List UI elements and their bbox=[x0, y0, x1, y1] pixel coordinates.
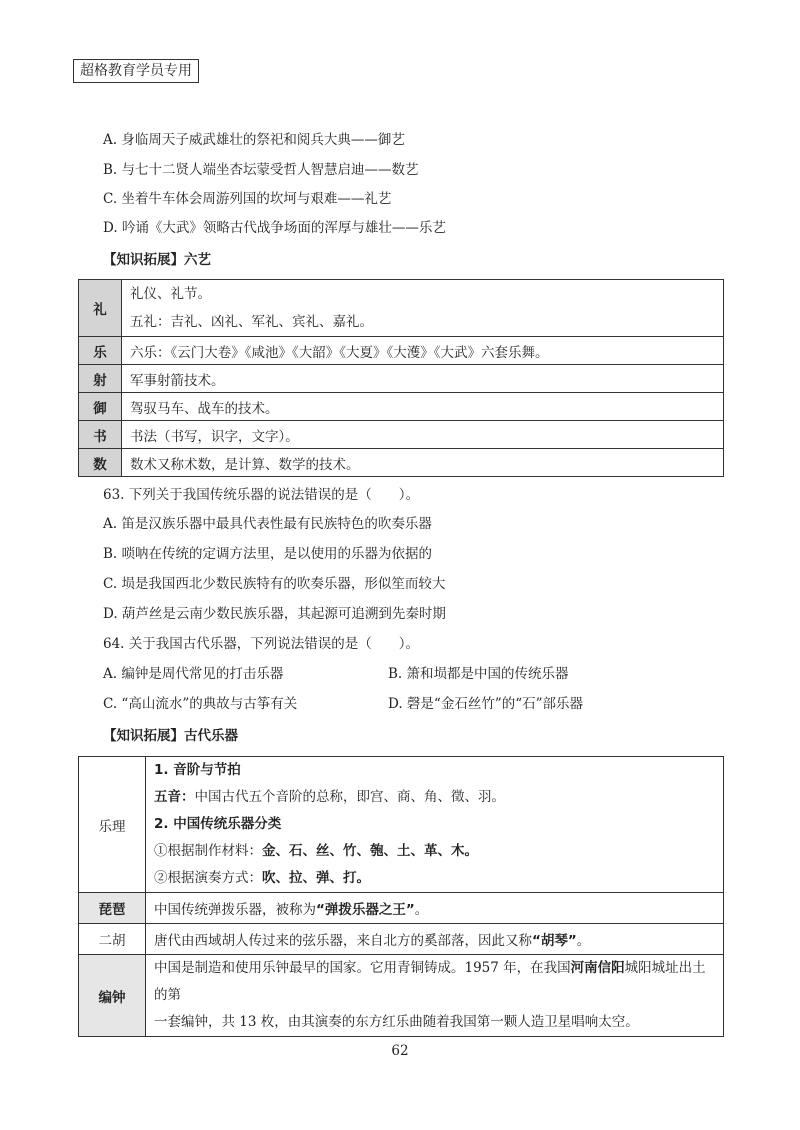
row-text bbox=[146, 893, 724, 924]
row-key: 御 bbox=[79, 393, 122, 421]
section-title-liuyi: 【知识拓展】六艺 bbox=[103, 252, 211, 268]
row-text bbox=[154, 784, 715, 811]
row-content bbox=[146, 955, 724, 1037]
label: ②根据演奏方式： bbox=[154, 870, 262, 886]
q64-option-d: D. 磬是“金石丝竹”的“石”部乐器 bbox=[388, 696, 584, 712]
text: 城阳城址出土的第 bbox=[154, 960, 706, 1003]
row-text: 五礼：吉礼、凶礼、军礼、宾礼、嘉礼。 bbox=[130, 314, 373, 330]
text: 。 bbox=[414, 902, 429, 918]
row-text: 礼仪、礼节。 bbox=[130, 286, 211, 302]
label: 五音： bbox=[154, 789, 195, 805]
table-row bbox=[79, 280, 724, 337]
row-key: 书 bbox=[79, 421, 122, 449]
text-bold: “弹拨乐器之王” bbox=[316, 902, 415, 918]
row-text bbox=[154, 865, 715, 892]
row-key: 乐理 bbox=[79, 757, 146, 893]
row-key: 乐 bbox=[79, 337, 122, 365]
row-text bbox=[154, 955, 715, 1009]
text: 金、石、丝、竹、匏、土、革、木。 bbox=[262, 843, 478, 859]
page-number: 62 bbox=[391, 1043, 409, 1059]
row-key: 礼 bbox=[79, 280, 122, 337]
q63-option-b: B. 唢呐在传统的定调方法里，是以使用的乐器为依据的 bbox=[103, 546, 433, 562]
table-row bbox=[79, 365, 724, 393]
text: 吹、拉、弹、打。 bbox=[262, 870, 370, 886]
section-title-instruments: 【知识拓展】古代乐器 bbox=[103, 728, 238, 744]
row-text: 军事射箭技术。 bbox=[122, 365, 724, 393]
label: ①根据制作材料： bbox=[154, 843, 262, 859]
table-row bbox=[79, 337, 724, 365]
table-row bbox=[79, 924, 724, 955]
text-bold: 河南信阳 bbox=[570, 960, 625, 976]
row-text: 六乐：《云门大卷》《咸池》《大韶》《大夏》《大濩》《大武》六套乐舞。 bbox=[122, 337, 724, 365]
header-label: 超格教育学员专用 bbox=[73, 59, 199, 83]
row-key: 二胡 bbox=[79, 924, 146, 955]
row-text: 书法（书写，识字，文字）。 bbox=[122, 421, 724, 449]
row-text: 数术又称术数，是计算、数学的技术。 bbox=[122, 449, 724, 477]
q63-stem: 63. 下列关于我国传统乐器的说法错误的是（ ）。 bbox=[103, 487, 420, 503]
row-text bbox=[146, 924, 724, 955]
q64-option-b: B. 箫和埙都是中国的传统乐器 bbox=[388, 666, 569, 682]
table-row bbox=[79, 449, 724, 477]
option-b: B. 与七十二贤人端坐杏坛蒙受哲人智慧启迪——数艺 bbox=[103, 162, 419, 178]
row-key: 数 bbox=[79, 449, 122, 477]
q64-option-a: A. 编钟是周代常见的打击乐器 bbox=[103, 666, 284, 682]
text: 中国是制造和使用乐钟最早的国家。它用青铜铸成。1957 年，在我国 bbox=[154, 960, 571, 976]
row-text bbox=[154, 838, 715, 865]
q64-stem: 64. 关于我国古代乐器，下列说法错误的是（ ）。 bbox=[103, 636, 420, 652]
q63-option-c: C. 埙是我国西北少数民族特有的吹奏乐器，形似笙而较大 bbox=[103, 576, 446, 592]
q63-option-d: D. 葫芦丝是云南少数民族乐器，其起源可追溯到先秦时期 bbox=[103, 606, 446, 622]
table-row bbox=[79, 757, 724, 893]
text: 。 bbox=[576, 933, 591, 949]
option-c: C. 坐着牛车体会周游列国的坎坷与艰难——礼艺 bbox=[103, 191, 392, 207]
row-key: 编钟 bbox=[79, 955, 146, 1037]
text-bold: “胡琴” bbox=[532, 933, 577, 949]
subheading: 2. 中国传统乐器分类 bbox=[154, 816, 282, 832]
text: 中国古代五个音阶的总称，即宫、商、角、徵、羽。 bbox=[194, 789, 505, 805]
instruments-table bbox=[78, 756, 724, 1037]
q63-option-a: A. 笛是汉族乐器中最具代表性最有民族特色的吹奏乐器 bbox=[103, 516, 432, 532]
liuyi-table bbox=[78, 279, 724, 477]
row-content bbox=[122, 280, 724, 337]
option-a: A. 身临周天子威武雄壮的祭祀和阅兵大典——御艺 bbox=[103, 132, 405, 148]
row-text: 驾驭马车、战车的技术。 bbox=[122, 393, 724, 421]
subheading: 1. 音阶与节拍 bbox=[154, 762, 241, 778]
table-row bbox=[79, 955, 724, 1037]
row-key: 射 bbox=[79, 365, 122, 393]
text: 唐代由西域胡人传过来的弦乐器，来自北方的奚部落，因此又称 bbox=[154, 933, 532, 949]
row-key: 琵琶 bbox=[79, 893, 146, 924]
q64-option-c: C. “高山流水”的典故与古筝有关 bbox=[103, 696, 298, 712]
table-row bbox=[79, 421, 724, 449]
row-text: 一套编钟，共 13 枚，由其演奏的东方红乐曲随着我国第一颗人造卫星唱响太空。 bbox=[154, 1014, 639, 1030]
table-row bbox=[79, 893, 724, 924]
option-d: D. 吟诵《大武》领略古代战争场面的浑厚与雄壮——乐艺 bbox=[103, 220, 446, 236]
text: 中国传统弹拨乐器，被称为 bbox=[154, 902, 316, 918]
table-row bbox=[79, 393, 724, 421]
row-content bbox=[146, 757, 724, 893]
